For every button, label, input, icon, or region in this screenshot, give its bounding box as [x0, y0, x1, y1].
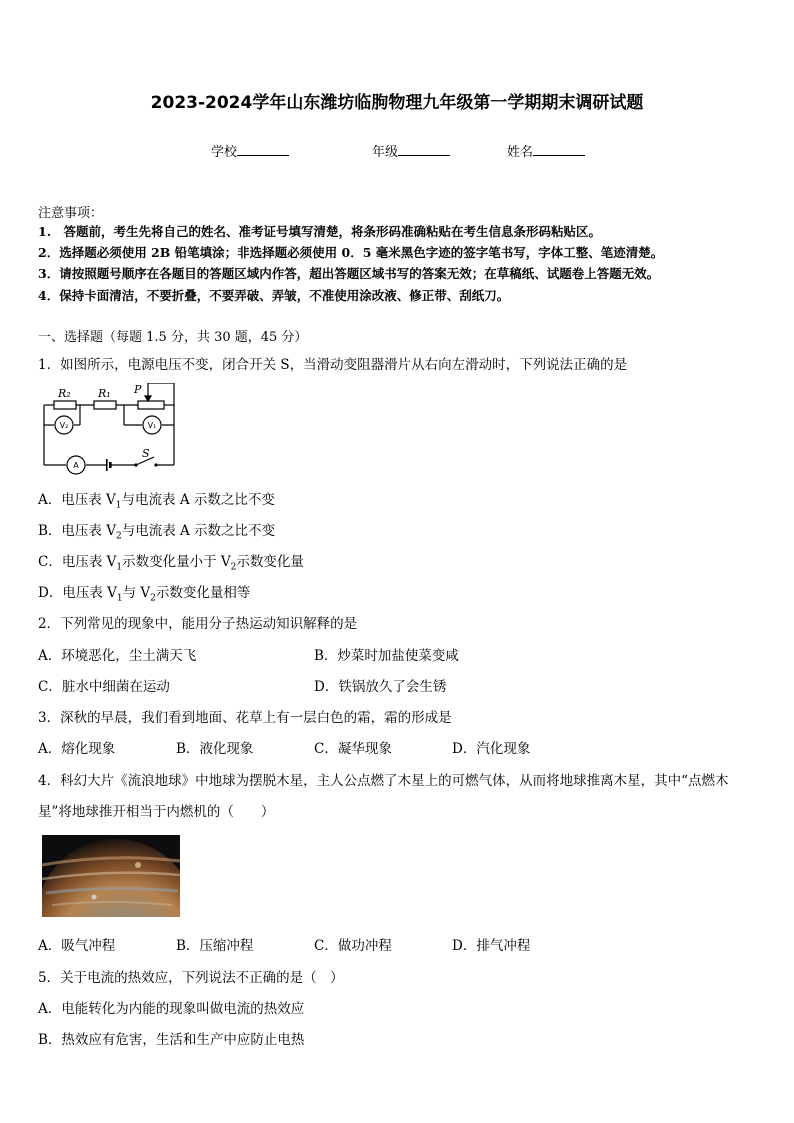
q4-option-d: D．排气冲程 [452, 938, 531, 954]
exam-title: 2023-2024学年山东潍坊临朐物理九年级第一学期期末调研试题 [150, 93, 644, 113]
school-field: 学校 [211, 141, 289, 160]
q2-option-d: D．铁锅放久了会生锈 [314, 679, 447, 695]
label-p: P [134, 383, 142, 396]
q3-option-a: A．熔化现象 [38, 741, 116, 757]
q3-option-d: D．汽化现象 [452, 741, 531, 757]
name-field: 姓名 [507, 141, 585, 160]
q3-stem: 3．深秋的早晨，我们看到地面、花草上有一层白色的霜，霜的形成是 [38, 710, 452, 726]
note-item: 3．请按照题号顺序在各题目的答题区域内作答，超出答题区域书写的答案无效；在草稿纸、试题卷上答题无效。 [38, 266, 660, 281]
notes-heading: 注意事项： [38, 206, 104, 221]
label-s: S [142, 447, 150, 460]
q5-option-a: A．电能转化为内能的现象叫做电流的热效应 [38, 1001, 305, 1017]
label-r2: R₂ [58, 387, 71, 400]
q2-option-a: A．环境恶化，尘土满天飞 [38, 648, 197, 664]
q2-option-b: B．炒菜时加盐使菜变咸 [314, 648, 459, 664]
q5-stem: 5．关于电流的热效应，下列说法不正确的是（ ） [38, 970, 344, 986]
grade-blank [398, 143, 450, 156]
q4-stem-line1: 4．科幻大片《流浪地球》中地球为摆脱木星，主人公点燃了木星上的可燃气体，从而将地球推离木星，其中“点燃木 [38, 773, 729, 789]
q1-option-b: B．电压表 $V_2$与电流表 A 示数之比不变 [38, 523, 276, 542]
q2-option-c: C．脏水中细菌在运动 [38, 679, 170, 695]
q1-option-a: A．电压表 $V_1$与电流表 A 示数之比不变 [38, 492, 275, 511]
q3-option-b: B．液化现象 [176, 741, 254, 757]
q1-option-d: D．电压表 $V_1$与 $V_2$示数变化量相等 [38, 585, 251, 604]
label-a: A [73, 461, 79, 470]
label-v2: V₂ [59, 421, 69, 430]
q4-stem-line2: 星”将地球推开相当于内燃机的（ ） [38, 804, 275, 820]
q2-stem: 2．下列常见的现象中，能用分子热运动知识解释的是 [38, 616, 358, 632]
q4-option-a: A．吸气冲程 [38, 938, 116, 954]
section-heading: 一、选择题（每题 1.5 分，共 30 题，45 分） [38, 330, 308, 345]
q1-stem: 1．如图所示，电源电压不变，闭合开关 S，当滑动变阻器滑片从右向左滑动时，下列说法正确的是 [38, 357, 628, 373]
school-blank [237, 143, 289, 156]
name-blank [533, 143, 585, 156]
jupiter-image [42, 835, 180, 917]
circuit-diagram [40, 383, 180, 475]
note-item: 4．保持卡面清洁，不要折叠，不要弄破、弄皱，不准使用涂改液、修正带、刮纸刀。 [38, 288, 510, 303]
q4-option-b: B．压缩冲程 [176, 938, 254, 954]
note-item: 1. 答题前，考生先将自己的姓名、准考证号填写清楚，将条形码准确粘贴在考生信息条形码粘贴区。 [38, 224, 602, 239]
label-r1: R₁ [98, 387, 111, 400]
label-v1: V₁ [147, 421, 157, 430]
q4-option-c: C．做功冲程 [314, 938, 392, 954]
q1-option-c: C．电压表 $V_1$示数变化量小于 $V_2$示数变化量 [38, 554, 304, 573]
grade-field: 年级 [372, 141, 450, 160]
q5-option-b: B．热效应有危害，生活和生产中应防止电热 [38, 1032, 305, 1048]
note-item: 2．选择题必须使用 2B 铅笔填涂；非选择题必须使用 0．5 毫米黑色字迹的签字笔书写，字体工整、笔迹清楚。 [38, 245, 664, 260]
q3-option-c: C．凝华现象 [314, 741, 392, 757]
